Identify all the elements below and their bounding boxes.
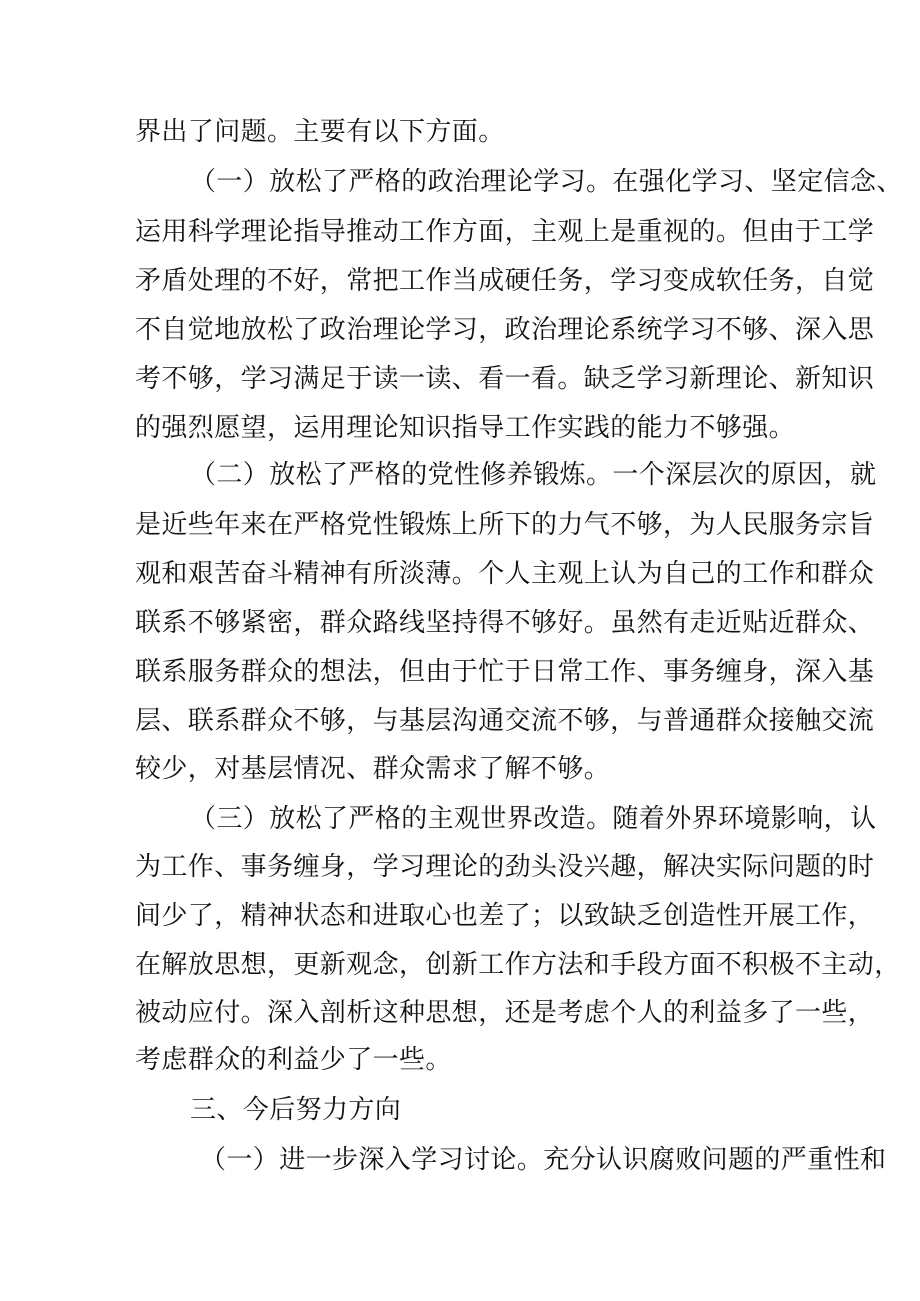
paragraph-heading-1: （一）放松了严格的政治理论学习。在强化学习、坚定信念、 xyxy=(190,167,903,197)
text-line: 矛盾处理的不好，常把工作当成硬任务，学习变成软任务，自觉 xyxy=(135,266,875,296)
text-line: 较少，对基层情况、群众需求了解不够。 xyxy=(135,754,611,784)
text-line: 为工作、事务缠身，学习理论的劲头没兴趣，解决实际问题的时 xyxy=(135,852,875,882)
text-line: 的强烈愿望，运用理论知识指导工作实践的能力不够强。 xyxy=(135,413,796,443)
text-line: 考虑群众的利益少了一些。 xyxy=(135,1045,452,1075)
text-line: 观和艰苦奋斗精神有所淡薄。个人主观上认为自己的工作和群众 xyxy=(135,559,875,589)
paragraph-heading-4: （一）进一步深入学习讨论。充分认识腐败问题的严重性和 xyxy=(200,1145,887,1175)
paragraph-heading-2: （二）放松了严格的党性修养锻炼。一个深层次的原因，就 xyxy=(190,460,877,490)
text-line: 考不够，学习满足于读一读、看一看。缺乏学习新理论、新知识 xyxy=(135,364,875,394)
text-line: 层、联系群众不够，与基层沟通交流不够，与普通群众接触交流 xyxy=(135,706,875,736)
text-line: 被动应付。深入剖析这种思想，还是考虑个人的利益多了一些， xyxy=(135,998,875,1028)
text-line: 是近些年来在严格党性锻炼上所下的力气不够，为人民服务宗旨 xyxy=(135,510,875,540)
section-heading: 三、今后努力方向 xyxy=(190,1095,402,1125)
text-line: 联系服务群众的想法，但由于忙于日常工作、事务缠身，深入基 xyxy=(135,657,875,687)
text-line: 运用科学理论指导推动工作方面，主观上是重视的。但由于工学 xyxy=(135,217,875,247)
text-line: 界出了问题。主要有以下方面。 xyxy=(135,117,505,147)
text-line: 间少了，精神状态和进取心也差了；以致缺乏创造性开展工作， xyxy=(135,901,875,931)
text-line: 在解放思想，更新观念，创新工作方法和手段方面不积极不主动， xyxy=(135,950,901,980)
text-line: 联系不够紧密，群众路线坚持得不够好。虽然有走近贴近群众、 xyxy=(135,608,875,638)
paragraph-heading-3: （三）放松了严格的主观世界改造。随着外界环境影响，认 xyxy=(190,804,877,834)
text-line: 不自觉地放松了政治理论学习，政治理论系统学习不够、深入思 xyxy=(135,315,875,345)
